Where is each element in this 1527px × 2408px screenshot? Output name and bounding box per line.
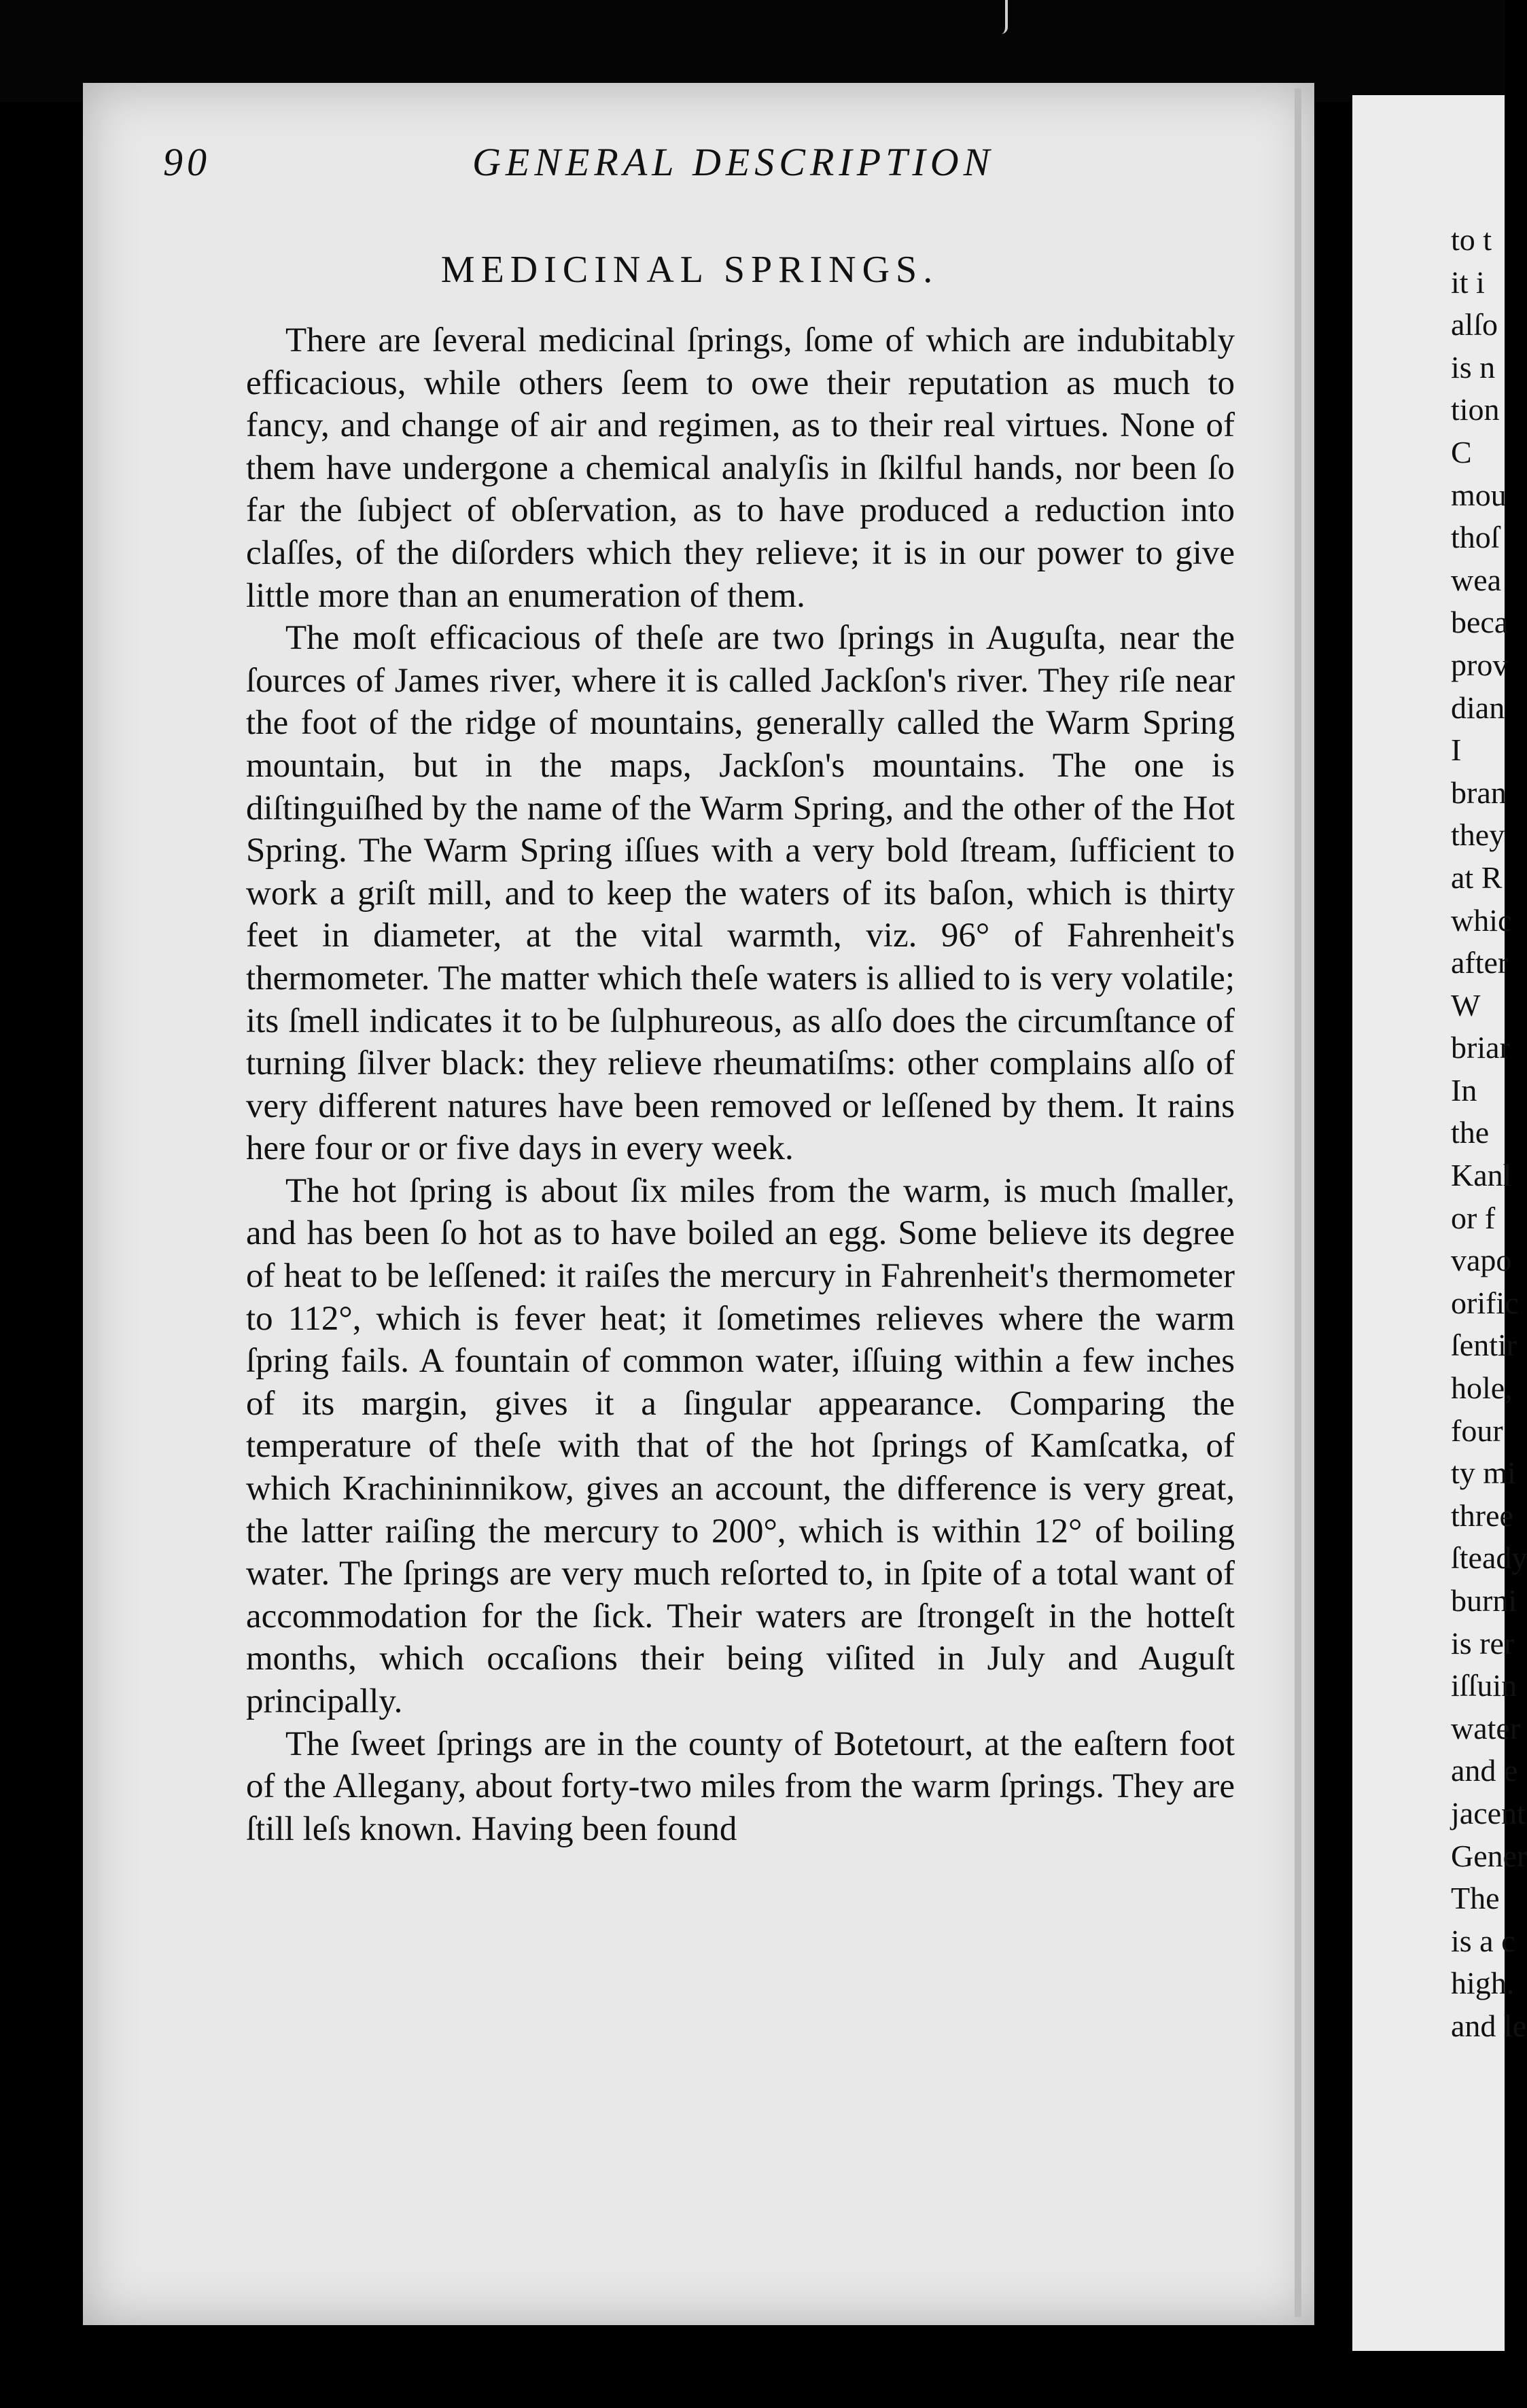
facing-page-line: three — [1451, 1498, 1513, 1533]
section-title: MEDICINAL SPRINGS. — [440, 249, 939, 291]
facing-page-line: briar — [1451, 1030, 1510, 1065]
binding-mark — [996, 0, 1008, 34]
page-edge-shadow — [1295, 88, 1301, 2317]
facing-page-line: it i — [1451, 264, 1485, 300]
facing-page-line: jacent — [1451, 1795, 1526, 1830]
facing-page-line: In — [1451, 1072, 1477, 1108]
facing-page-line: Gener — [1451, 1838, 1527, 1873]
paragraph: The moſt efficacious of theſe are two ſprings in Auguſta, near the ſources of James river, where it is called Jackſon's river. They riſe near the foot of the ridge of mountains, generally called the Warm Spring mountain, but in the maps, Jackſon's mountains. The one is diſtinguiſhed by the name of the Warm Spring, and the other of the Hot Spring. The Warm Spring iſſues with a very bold ſtream, ſufficient to work a griſt mill, and to keep the waters of its baſon, which is thirty feet in diameter, at the vital warmth, viz. 96° of Fahrenheit's thermometer. The matter which theſe waters is allied to is very volatile; its ſmell indicates it to be ſulphureous, as alſo does the circumſtance of turning ſilver black: they relieve rheumatiſms: other complains alſo of very different natures have been removed or leſſened by them. It rains here four or or five days in every week. — [246, 619, 1235, 1168]
facing-page-line: and le — [1451, 2008, 1527, 2043]
paragraph: The hot ſpring is about ſix miles from the warm, is much ſmaller, and has been ſo hot as to have boiled an egg. Some believe its degree of heat to be leſſened: it raiſes the mercury in Fahrenheit's thermometer to 112°, which is fever heat; it ſometimes relieves where the warm ſpring fails. A fountain of common water, iſſuing within a few inches of its margin, gives it a ſingular appearance. Comparing the temperature of theſe with that of the hot ſprings of Kamſcatka, of which Krachininnikow, gives an account, the difference is very great, the latter raiſing the mercury to 200°, which is within 12° of boiling water. The ſprings are very much reſorted to, in ſpite of a total want of accommodation for the ſick. Their waters are ſtrongeſt in the hotteſt months, which occaſions their being viſited in July and Auguſt principally. — [246, 1171, 1235, 1720]
facing-page-line: whic — [1451, 902, 1512, 938]
facing-page-line: Kanl — [1451, 1158, 1512, 1193]
facing-page-line: the — [1451, 1115, 1490, 1150]
facing-page-line: vapo — [1451, 1243, 1512, 1278]
facing-page-line: burni — [1451, 1583, 1517, 1618]
facing-page-line: I — [1451, 732, 1462, 768]
facing-page-line: wea — [1451, 562, 1502, 597]
facing-page-line: water — [1451, 1710, 1521, 1746]
body-text — [246, 319, 1235, 1850]
facing-page-line: dian — [1451, 690, 1505, 725]
running-title: GENERAL DESCRIPTION — [472, 140, 995, 184]
facing-page-line: The — [1451, 1881, 1500, 1916]
facing-page-line: four — [1451, 1413, 1503, 1448]
facing-page-line: is rer — [1451, 1625, 1515, 1661]
facing-page-line: W — [1451, 987, 1481, 1023]
facing-page-line: is a c — [1451, 1923, 1515, 1958]
facing-page-line: after — [1451, 945, 1509, 980]
paragraph: The ſweet ſprings are in the county of Botetourt, at the eaſtern foot of the Allegany, about forty-two miles from the warm ſprings. They are ſtill leſs known. Having been found — [246, 1724, 1235, 1848]
facing-page-line: C — [1451, 434, 1472, 470]
facing-page-line: high. — [1451, 1966, 1515, 2001]
facing-page-line: is n — [1451, 349, 1496, 385]
facing-page-line: tion — [1451, 392, 1500, 427]
paragraph: There are ſeveral medicinal ſprings, ſome of which are indubitably efficacious, while others ſeem to owe their reputation as much to fancy, and change of air and regimen, as to their real virtues. None of them have undergone a chemical analyſis in ſkilful hands, nor been ſo far the ſubject of obſervation, as to have produced a reduction into claſſes, of the diſorders which they relieve; it is in our power to give little more than an enumeration of them. — [246, 321, 1235, 615]
facing-page-line: ſentir — [1451, 1328, 1517, 1363]
facing-page-line: at R — [1451, 860, 1503, 895]
facing-page-line: thoſ — [1451, 520, 1500, 555]
facing-page-line: and e — [1451, 1753, 1518, 1788]
facing-page-line: mou — [1451, 477, 1507, 512]
facing-page-line: alſo — [1451, 307, 1498, 342]
facing-page-text-fragments — [1451, 219, 1527, 2048]
page-number: 90 — [163, 140, 211, 184]
facing-page-line: iſſuin — [1451, 1668, 1517, 1703]
facing-page-line: to t — [1451, 222, 1492, 257]
facing-page-line: orific — [1451, 1285, 1519, 1320]
facing-page-line: bran — [1451, 775, 1507, 810]
running-header — [163, 139, 1250, 187]
facing-page-line: ty mi — [1451, 1455, 1516, 1491]
facing-page-line: they — [1451, 817, 1505, 853]
facing-page-line: hole, — [1451, 1370, 1513, 1406]
facing-page-line: or f — [1451, 1200, 1496, 1235]
facing-page-line: prov — [1451, 647, 1509, 682]
facing-page-line: beca — [1451, 605, 1509, 640]
facing-page-line: ſteady — [1451, 1540, 1527, 1576]
